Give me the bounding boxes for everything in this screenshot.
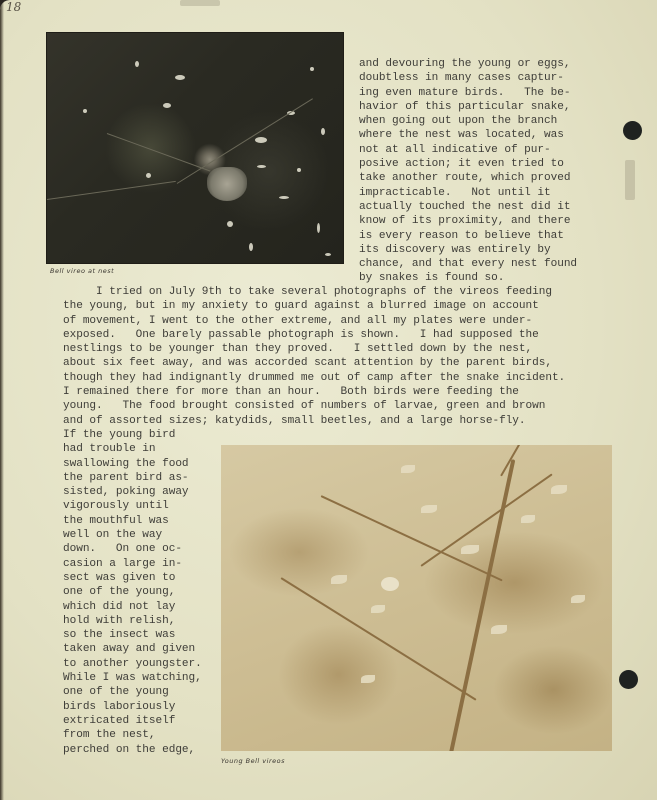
leaf [551, 485, 567, 494]
text-line: down. On one oc- [63, 543, 182, 556]
text-line: havior of this particular snake, [359, 100, 571, 113]
text-line: hold with relish, [63, 614, 176, 627]
text-line: had trouble in [63, 443, 156, 456]
leaf [521, 515, 535, 523]
text-line: by snakes is found so. [359, 272, 505, 285]
photo-caption: Bell vireo at nest [50, 267, 115, 275]
text-line: actually touched the nest did it [359, 200, 571, 213]
text-line: vigorously until [63, 500, 169, 513]
light-speck [257, 165, 266, 168]
paper-scuff [180, 0, 220, 6]
text-line: when going out upon the branch [359, 115, 558, 128]
text-line: birds laboriously [63, 700, 176, 713]
light-speck [321, 128, 325, 135]
text-line: swallowing the food [63, 457, 189, 470]
nest [207, 167, 247, 201]
light-speck [227, 221, 233, 227]
text-line: about six feet away, and was accorded scant attention by the parent birds, [63, 357, 552, 370]
text-line: though they had indignantly drummed me out of camp after the snake incident. [63, 371, 566, 384]
branch [500, 445, 542, 477]
light-speck [325, 253, 331, 256]
text-line: doubtless in many cases captur- [359, 72, 564, 85]
leaf [361, 675, 375, 683]
light-speck [310, 67, 314, 71]
light-speck [317, 223, 320, 233]
young-bird [381, 577, 399, 591]
leaf [461, 545, 479, 554]
text-line: not at all indicative of pur- [359, 143, 551, 156]
text-line: take another route, which proved [359, 172, 571, 185]
text-line: While I was watching, [63, 672, 202, 685]
light-speck [249, 243, 253, 251]
branch [107, 133, 211, 172]
leaf [371, 605, 385, 613]
text-line: If the young bird [63, 429, 176, 441]
branch [280, 577, 476, 701]
text-line: perched on the edge, [63, 743, 196, 756]
text-line: which did not lay [63, 600, 176, 613]
light-speck [255, 137, 267, 143]
text-line: exposed. One barely passable photograph is shown. I had supposed the [63, 328, 539, 341]
light-speck [135, 61, 139, 67]
page-number: 18 [6, 0, 22, 14]
leaf [571, 595, 585, 603]
text-line: the parent bird as- [63, 471, 189, 484]
leaf [401, 465, 415, 473]
text-line: taken away and given [63, 643, 196, 656]
light-speck [83, 109, 87, 113]
text-line: sect was given to [63, 571, 176, 584]
text-line: its discovery was entirely by [359, 243, 551, 256]
main-stem [449, 459, 515, 751]
text-line: know of its proximity, and there [359, 215, 571, 228]
text-line: from the nest, [63, 729, 156, 742]
text-line: sisted, poking away [63, 486, 189, 499]
text-line: chance, and that every nest found [359, 258, 578, 271]
text-line: to another youngster. [63, 657, 202, 670]
text-line: where the nest was located, was [359, 129, 564, 142]
text-line: is every reason to believe that [359, 229, 564, 242]
text-column-right [359, 57, 577, 286]
text-line: posive action; it even tried to [359, 158, 564, 171]
page-edge-shadow [0, 0, 4, 800]
text-line: I remained there for more than an hour. Both birds were feeding the [63, 386, 519, 399]
light-speck [163, 103, 171, 108]
text-line: the mouthful was [63, 514, 169, 527]
branch [47, 181, 176, 200]
photo-caption: Young Bell vireos [221, 757, 285, 765]
binder-punch-hole [619, 670, 638, 689]
leaf [331, 575, 347, 584]
branch [177, 98, 313, 184]
photo-young-bell-vireos [221, 445, 612, 751]
leaf [421, 505, 437, 513]
text-line: the young, but in my anxiety to guard against a blurred image on account [63, 300, 539, 313]
text-line: ing even mature birds. The be- [359, 86, 571, 99]
text-line: casion a large in- [63, 557, 182, 570]
text-line: and devouring the young or eggs, [359, 58, 571, 70]
text-column-left [63, 428, 202, 757]
text-line: young. The food brought consisted of numbers of larvae, green and brown [63, 400, 546, 413]
text-paragraph-full-width [63, 285, 565, 428]
text-line: so the insect was [63, 629, 176, 642]
leaf [491, 625, 507, 634]
light-speck [146, 173, 151, 178]
text-line: well on the way [63, 529, 163, 542]
text-line: extricated itself [63, 714, 176, 727]
text-line: one of the young, [63, 586, 176, 599]
text-line: impracticable. Not until it [359, 186, 551, 199]
text-line: nestlings to be younger than they proved. I settled down by the nest, [63, 343, 533, 356]
paper-scuff [625, 160, 635, 200]
light-speck [175, 75, 185, 80]
binder-punch-hole [623, 121, 642, 140]
branch [321, 495, 503, 581]
text-line: of movement, I went to the other extreme, and all my plates were under- [63, 314, 533, 327]
text-line: one of the young [63, 686, 169, 699]
text-line: and of assorted sizes; katydids, small beetles, and a large horse-fly. [63, 414, 526, 427]
light-speck [297, 168, 301, 172]
text-line: I tried on July 9th to take several photographs of the vireos feeding [63, 286, 552, 298]
photo-bell-vireo-at-nest [46, 32, 344, 264]
light-speck [279, 196, 289, 199]
